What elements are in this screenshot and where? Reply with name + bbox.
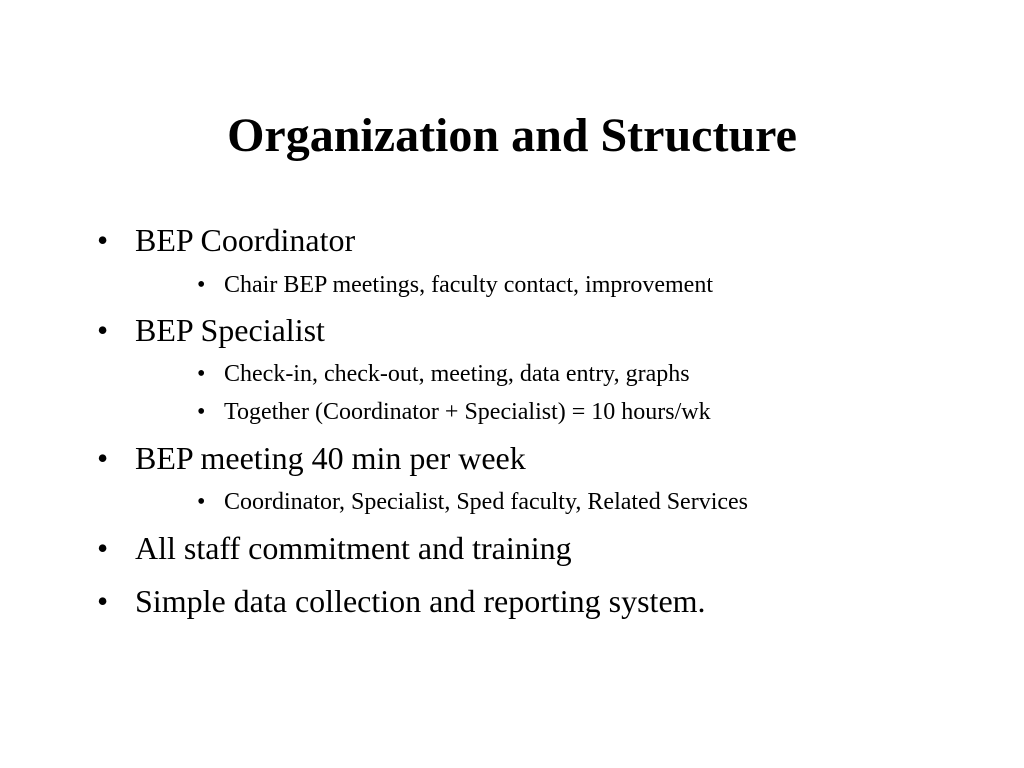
sub-bullet-text: Coordinator, Specialist, Sped faculty, Related Services	[224, 489, 749, 515]
bullet-icon: •	[197, 361, 206, 387]
bullet-icon: •	[97, 222, 109, 258]
bullet-icon: •	[97, 312, 109, 348]
sub-bullet-text: Chair BEP meetings, faculty contact, improvement	[224, 272, 713, 298]
bullet-text: Simple data collection and reporting system.	[135, 583, 706, 619]
bullet-text: All staff commitment and training	[135, 530, 572, 566]
bullet-text: BEP Specialist	[135, 312, 325, 348]
bullet-icon: •	[97, 440, 109, 476]
slide-title: Organization and Structure	[227, 109, 797, 162]
bullet-icon: •	[97, 583, 109, 619]
bullet-icon: •	[197, 399, 206, 425]
bullet-icon: •	[197, 272, 206, 298]
bullet-icon: •	[97, 530, 109, 566]
sub-bullet-text: Together (Coordinator + Specialist) = 10 hours/wk	[224, 399, 711, 425]
bullet-text: BEP Coordinator	[135, 222, 356, 258]
sub-bullet-text: Check-in, check-out, meeting, data entry, graphs	[224, 361, 690, 387]
bullet-icon: •	[197, 489, 206, 515]
bullet-text: BEP meeting 40 min per week	[135, 440, 526, 476]
